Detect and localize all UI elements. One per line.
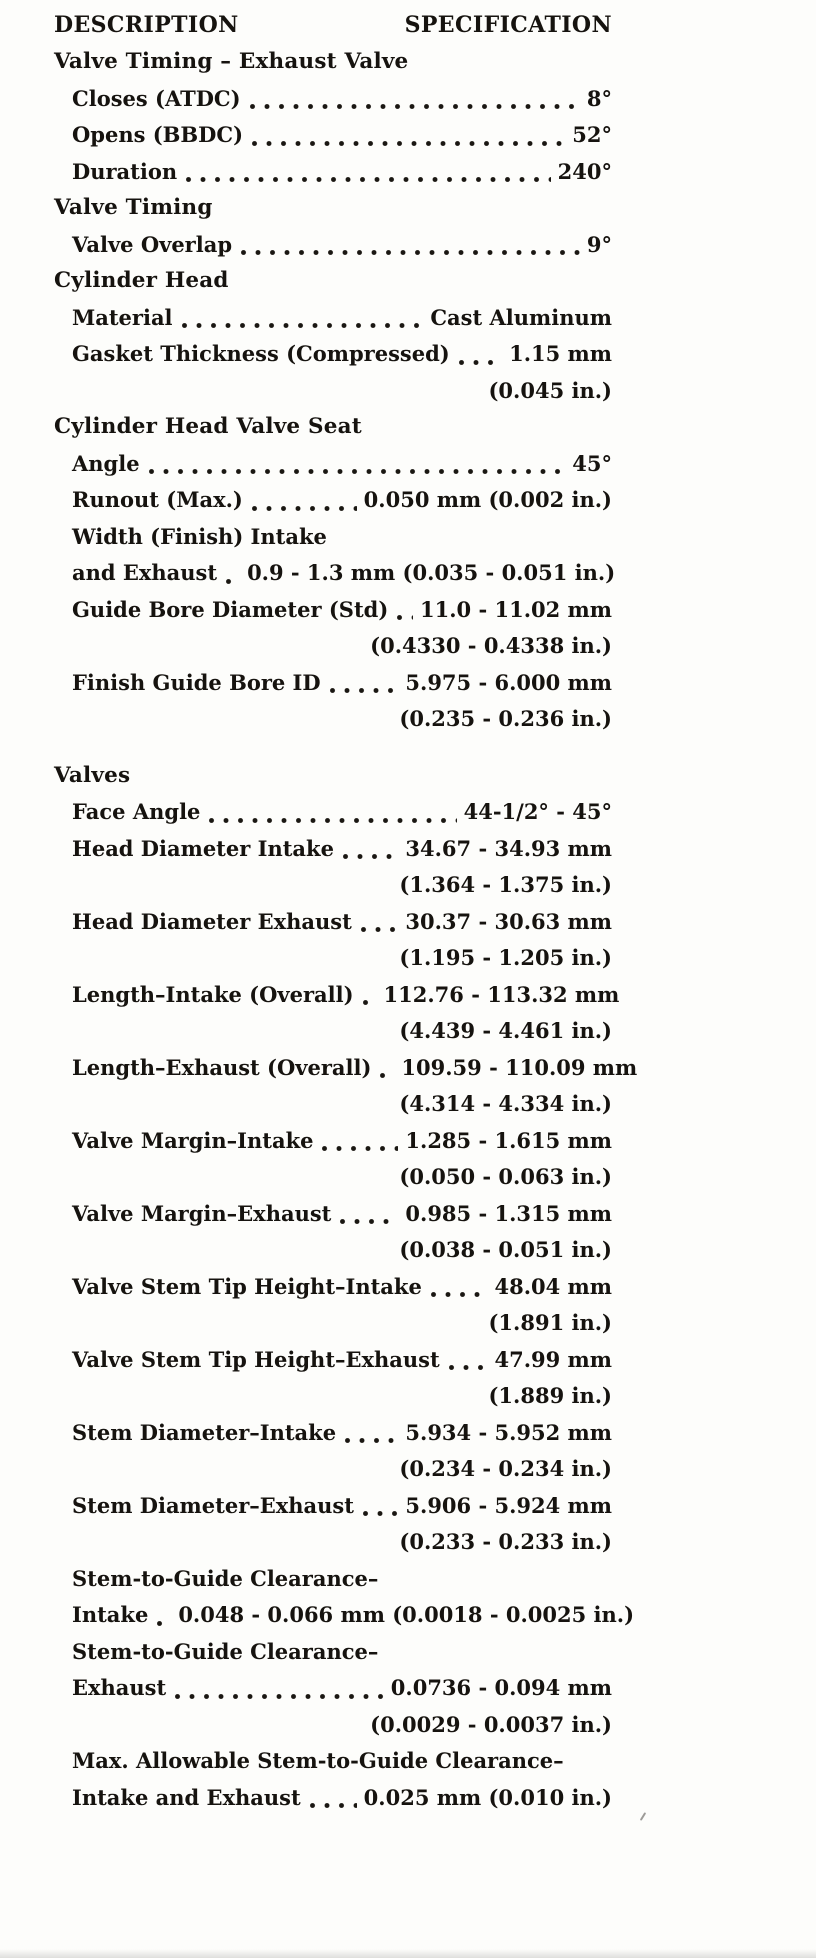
spec-row-label-first-line: Stem-to-Guide Clearance–	[72, 1565, 379, 1591]
dot-leader	[345, 1438, 398, 1443]
spec-row	[54, 555, 616, 592]
spec-row-value-continued: (1.364 - 1.375 in.)	[399, 872, 612, 897]
spec-row	[54, 665, 612, 702]
spec-row-description: Head Diameter Exhaust	[72, 908, 352, 934]
dot-leader	[252, 141, 565, 146]
spec-row-description: Stem Diameter–Exhaust	[72, 1492, 354, 1518]
spec-section	[54, 44, 612, 190]
spec-row-description: Finish Guide Bore ID	[72, 669, 321, 695]
spec-row-value: 11.0 - 11.02 mm	[420, 596, 612, 622]
spec-row-description: Duration	[72, 158, 178, 184]
description-column-header: DESCRIPTION	[54, 12, 239, 38]
dot-leader	[363, 1000, 377, 1005]
spec-row	[54, 831, 612, 868]
spec-row-value: 1.15 mm	[509, 341, 612, 366]
spec-row-value: 0.9 - 1.3 mm (0.035 - 0.051 in.)	[247, 560, 616, 585]
dot-leader	[343, 854, 398, 859]
spec-row-value-continued: (4.439 - 4.461 in.)	[399, 1018, 612, 1043]
table-header-row	[54, 7, 612, 44]
spec-row-label-first-line: Width (Finish) Intake	[72, 523, 327, 549]
dot-leader	[182, 323, 424, 328]
spec-row-value: 47.99 mm	[494, 1346, 612, 1372]
spec-row	[54, 1269, 612, 1306]
dot-leader	[226, 579, 240, 584]
spec-row-description: Valve Margin–Intake	[72, 1127, 314, 1153]
spec-section	[54, 409, 616, 738]
spec-row	[54, 154, 612, 191]
spec-row-value: 240°	[557, 158, 612, 184]
spec-row-value: 112.76 - 113.32 mm	[383, 981, 620, 1007]
spec-row-value-continued: (0.050 - 0.063 in.)	[399, 1164, 612, 1189]
spec-row	[54, 1196, 612, 1233]
spec-row	[54, 1597, 635, 1634]
dot-leader	[322, 1146, 398, 1151]
spec-row-value: 0.025 mm (0.010 in.)	[363, 1784, 612, 1810]
spec-row-value: 45°	[572, 450, 612, 476]
spec-row-value-continued: (0.045 in.)	[488, 377, 612, 403]
spec-row-label-first-line: Stem-to-Guide Clearance–	[72, 1638, 379, 1664]
spec-row-value: 9°	[586, 231, 612, 257]
spec-row-value: 48.04 mm	[494, 1273, 612, 1299]
dot-leader	[157, 1621, 171, 1626]
dot-leader	[186, 177, 551, 182]
dot-leader	[363, 1511, 398, 1516]
spec-row-description: Head Diameter Intake	[72, 835, 334, 861]
spec-row-value: 0.050 mm (0.002 in.)	[363, 487, 612, 512]
specification-column-header: SPECIFICATION	[404, 12, 612, 38]
spec-row-value: 0.048 - 0.066 mm (0.0018 - 0.0025 in.)	[178, 1602, 635, 1627]
spec-row-value: Cast Aluminum	[430, 304, 612, 330]
spec-sections	[54, 44, 638, 1816]
spec-row-value-continued: (0.233 - 0.233 in.)	[399, 1529, 612, 1554]
spec-row-value: 52°	[572, 122, 612, 147]
spec-row-value: 5.934 - 5.952 mm	[405, 1419, 612, 1445]
section-title: Valves	[54, 762, 131, 788]
spec-row-description: Runout (Max.)	[72, 487, 243, 512]
dot-leader	[397, 615, 413, 620]
spec-row	[54, 1050, 638, 1087]
spec-row	[54, 482, 612, 519]
spec-row-description: Length–Intake (Overall)	[72, 981, 354, 1007]
section-title: Valve Timing	[54, 195, 213, 220]
spec-row-description: Valve Overlap	[72, 231, 233, 257]
spec-row-description: Intake	[72, 1602, 149, 1627]
spec-row-value: 34.67 - 34.93 mm	[405, 835, 612, 861]
spec-row-description: Valve Stem Tip Height–Exhaust	[72, 1346, 440, 1372]
spec-row-value: 109.59 - 110.09 mm	[401, 1054, 638, 1080]
page-edge-shadow	[0, 1949, 816, 1958]
dot-leader	[209, 818, 456, 823]
spec-row	[54, 1123, 612, 1160]
dot-leader	[431, 1292, 488, 1297]
spec-row-description: Exhaust	[72, 1675, 167, 1700]
spec-row-description: Opens (BBDC)	[72, 122, 244, 147]
dot-leader	[449, 1365, 488, 1370]
spec-row	[54, 592, 612, 629]
spec-row	[54, 1342, 612, 1379]
spec-row-value-continued: (0.038 - 0.051 in.)	[399, 1237, 612, 1262]
spec-row-value: 8°	[586, 85, 612, 111]
spec-row-value-continued: (0.0029 - 0.0037 in.)	[370, 1711, 612, 1737]
dot-leader	[241, 250, 580, 255]
dot-leader	[330, 688, 399, 693]
spec-row-value: 1.285 - 1.615 mm	[405, 1127, 612, 1153]
spec-row-description: Length–Exhaust (Overall)	[72, 1054, 372, 1080]
spec-row	[54, 227, 612, 264]
spec-row-description: Closes (ATDC)	[72, 85, 241, 111]
section-title: Cylinder Head	[54, 268, 229, 293]
spec-row-label-first-line: Max. Allowable Stem-to-Guide Clearance–	[72, 1748, 564, 1773]
spec-row-value: 30.37 - 30.63 mm	[405, 908, 612, 934]
spec-row	[54, 117, 612, 154]
spec-row	[54, 1488, 612, 1525]
spec-row-description: Guide Bore Diameter (Std)	[72, 596, 389, 622]
dot-leader	[149, 469, 566, 474]
spec-row-value-continued: (1.889 in.)	[488, 1383, 612, 1408]
spec-row	[54, 336, 612, 373]
spec-row-value-continued: (0.235 - 0.236 in.)	[399, 706, 612, 731]
dot-leader	[252, 506, 357, 511]
spec-section	[54, 190, 612, 263]
spec-row-description: Face Angle	[72, 799, 201, 824]
spec-row-value-continued: (0.234 - 0.234 in.)	[399, 1456, 612, 1481]
spec-row	[54, 977, 620, 1014]
spec-row	[54, 1415, 612, 1452]
dot-leader	[380, 1073, 394, 1078]
spec-row-value-continued: (4.314 - 4.334 in.)	[399, 1091, 612, 1116]
dot-leader	[175, 1694, 384, 1699]
dot-leader	[340, 1219, 398, 1224]
spec-row-description: Angle	[72, 450, 140, 476]
spec-row-description: and Exhaust	[72, 560, 218, 585]
dot-leader	[310, 1803, 357, 1808]
spec-section	[54, 758, 638, 1817]
dot-leader	[250, 104, 580, 109]
spec-row-value: 0.0736 - 0.094 mm	[390, 1675, 612, 1700]
spec-row-description: Valve Stem Tip Height–Intake	[72, 1273, 422, 1299]
section-title: Cylinder Head Valve Seat	[54, 414, 362, 439]
spec-row	[54, 794, 612, 831]
spec-row-description: Material	[72, 304, 173, 330]
spec-row-value: 5.906 - 5.924 mm	[405, 1492, 612, 1518]
spec-row-value-continued: (1.891 in.)	[488, 1310, 612, 1335]
spec-row-description: Gasket Thickness (Compressed)	[72, 341, 450, 366]
spec-row-value: 5.975 - 6.000 mm	[405, 669, 612, 695]
dot-leader	[361, 927, 399, 932]
spec-row-value: 0.985 - 1.315 mm	[405, 1200, 612, 1226]
spec-row	[54, 1670, 612, 1707]
spec-section	[54, 263, 612, 409]
spec-row	[54, 446, 612, 483]
dot-leader	[459, 360, 502, 365]
spec-row	[54, 300, 612, 337]
spec-row-description: Intake and Exhaust	[72, 1784, 301, 1810]
spec-row-value-continued: (0.4330 - 0.4338 in.)	[370, 633, 612, 658]
spec-row	[54, 81, 612, 118]
spec-row-value-continued: (1.195 - 1.205 in.)	[399, 945, 612, 970]
spec-row-description: Valve Margin–Exhaust	[72, 1200, 332, 1226]
spec-row	[54, 904, 612, 941]
spec-row-description: Stem Diameter–Intake	[72, 1419, 337, 1445]
spec-row	[54, 1780, 612, 1817]
spec-row-value: 44-1/2° - 45°	[463, 799, 612, 824]
section-title: Valve Timing – Exhaust Valve	[54, 49, 409, 74]
